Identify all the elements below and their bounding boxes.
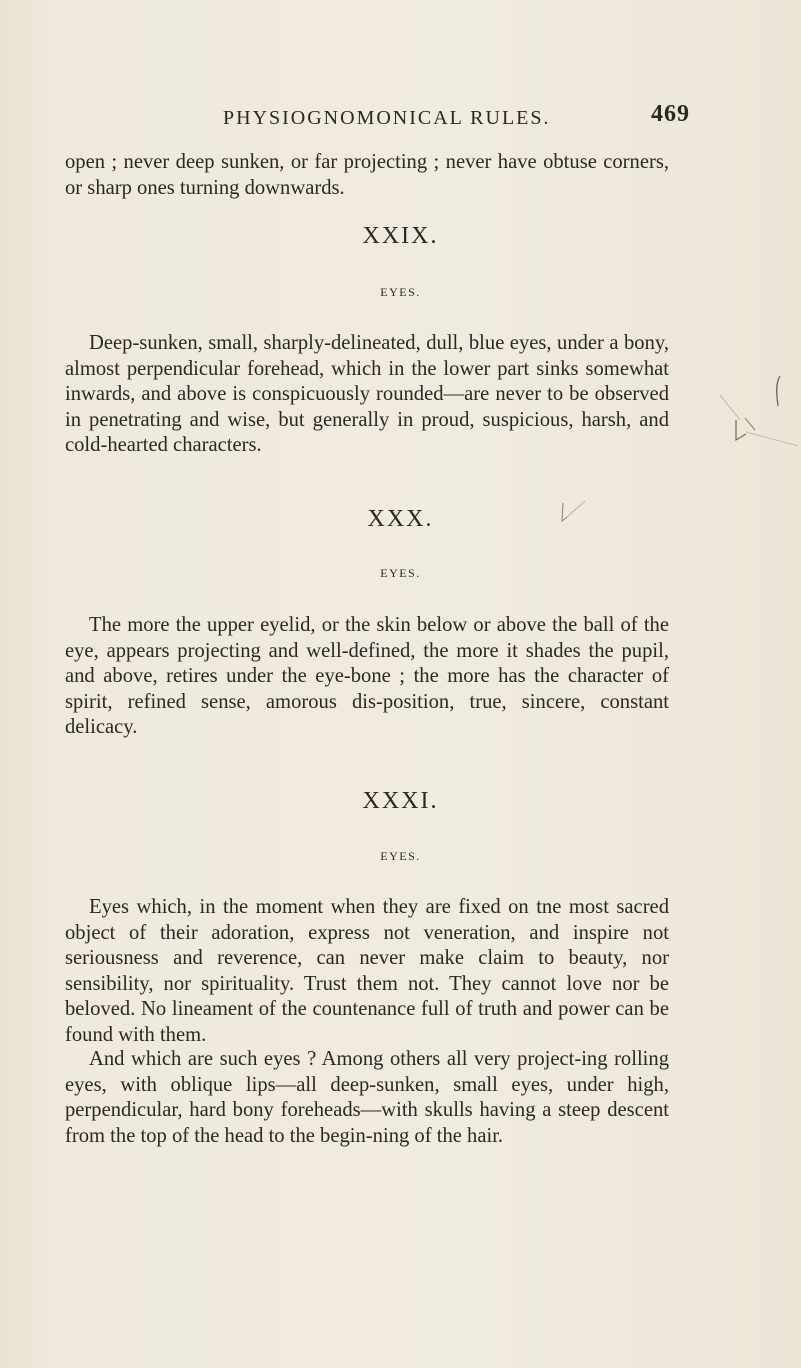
section-number-xxix: XXIX.: [362, 223, 439, 249]
section-title-xxx: EYES.: [380, 566, 421, 580]
margin-scribble-icon: [700, 370, 800, 450]
section-number-xxxi: XXXI.: [362, 788, 439, 814]
section-xxxi-paragraph-1: Eyes which, in the moment when they are fixed on tne most sacred object of their adoration, express not veneration, and inspire not seriousness and reverence, can never make claim to beauty, nor sensibility, nor spirituality. Trust them not. They cannot love nor be beloved. No lineament of the countenance full of truth and power can be found with them.: [65, 896, 669, 1046]
section-xxxi-paragraph-2: And which are such eyes ? Among others all very project-ing rolling eyes, with oblique lips—all deep-sunken, small eyes, under high, perpendicular, hard bony foreheads—with skulls having a steep descent from the top of the head to the begin-ning of the hair.: [65, 1048, 669, 1147]
section-number-xxx: XXX.: [367, 506, 434, 532]
section-xxix-paragraph: Deep-sunken, small, sharply-delineated, dull, blue eyes, under a bony, almost perpendicular forehead, which in the lower part sinks somewhat inwards, and above is conspicuously rounded—are never to be observed in penetrating and wise, but generally in proud, suspicious, harsh, and cold-hearted characters.: [65, 332, 669, 456]
section-title-xxix: EYES.: [380, 285, 421, 299]
intro-paragraph: open ; never deep sunken, or far projecting ; never have obtuse corners, or sharp ones turning downwards.: [65, 151, 669, 199]
running-title: PHYSIOGNOMONICAL RULES.: [223, 107, 551, 129]
pencil-mark-icon: [555, 495, 595, 525]
section-title-xxxi: EYES.: [380, 849, 421, 863]
page-number: 469: [651, 101, 690, 127]
section-xxx-paragraph: The more the upper eyelid, or the skin below or above the ball of the eye, appears projecting and well-defined, the more it shades the pupil, and above, retires under the eye-bone ; the more has the character of spirit, refined sense, amorous dis-position, true, sincere, constant delicacy.: [65, 614, 669, 738]
